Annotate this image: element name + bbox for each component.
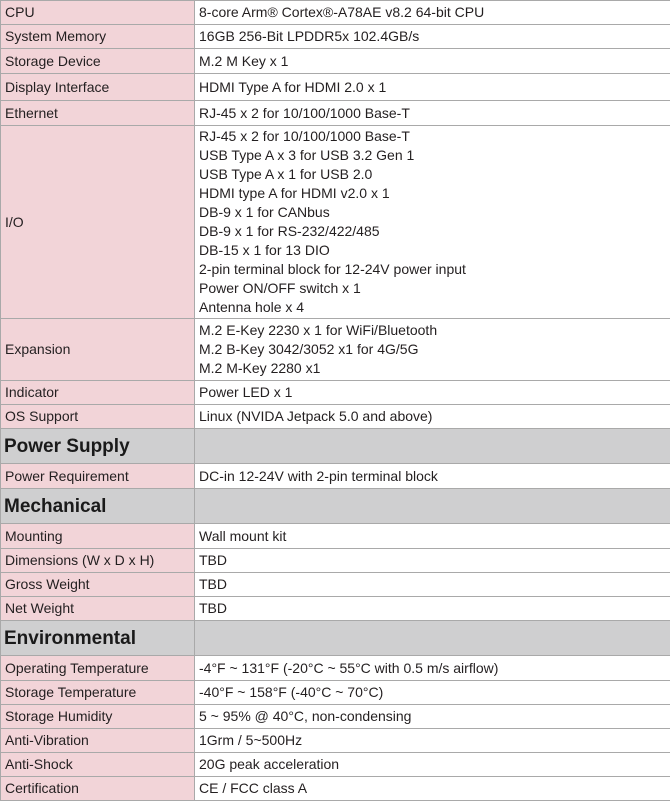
spec-label: Power Requirement (1, 464, 195, 489)
row-ethernet (1, 101, 670, 126)
spec-value: 20G peak acceleration (195, 753, 670, 777)
spec-value: 1Grm / 5~500Hz (195, 729, 670, 753)
spec-label: Storage Temperature (1, 681, 195, 705)
spec-value: TBD (195, 549, 670, 573)
spec-label: Display Interface (1, 74, 195, 101)
row-system-memory (1, 25, 670, 49)
section-environmental (1, 621, 670, 656)
spec-label: System Memory (1, 25, 195, 49)
list-item: Power ON/OFF switch x 1 (199, 279, 670, 298)
section-power-supply (1, 429, 670, 464)
list-item: DB-15 x 1 for 13 DIO (199, 241, 670, 260)
section-filler (195, 489, 670, 524)
spec-value: RJ-45 x 2 for 10/100/1000 Base-T (195, 101, 670, 126)
row-anti-vibration (1, 729, 670, 753)
spec-value: Power LED x 1 (195, 381, 670, 405)
list-item: HDMI type A for HDMI v2.0 x 1 (199, 184, 670, 203)
row-display-interface (1, 74, 670, 101)
list-item: M.2 M-Key 2280 x1 (199, 359, 670, 378)
spec-label: OS Support (1, 405, 195, 429)
spec-value: 16GB 256-Bit LPDDR5x 102.4GB/s (195, 25, 670, 49)
spec-label: Storage Device (1, 49, 195, 74)
spec-label: Dimensions (W x D x H) (1, 549, 195, 573)
spec-value: 8-core Arm® Cortex®-A78AE v8.2 64-bit CPU (195, 1, 670, 25)
list-item: RJ-45 x 2 for 10/100/1000 Base-T (199, 127, 670, 146)
section-filler (195, 621, 670, 656)
row-operating-temperature (1, 656, 670, 681)
row-storage-humidity (1, 705, 670, 729)
list-item: USB Type A x 3 for USB 3.2 Gen 1 (199, 146, 670, 165)
row-storage-temperature (1, 681, 670, 705)
spec-label: Operating Temperature (1, 656, 195, 681)
spec-label: Certification (1, 777, 195, 801)
section-title: Mechanical (1, 489, 195, 524)
row-cpu (1, 1, 670, 25)
list-item: M.2 E-Key 2230 x 1 for WiFi/Bluetooth (199, 321, 670, 340)
list-item: M.2 B-Key 3042/3052 x1 for 4G/5G (199, 340, 670, 359)
list-item: Antenna hole x 4 (199, 298, 670, 317)
section-title: Environmental (1, 621, 195, 656)
row-storage-device (1, 49, 670, 74)
spec-value: HDMI Type A for HDMI 2.0 x 1 (195, 74, 670, 101)
spec-label: Anti-Vibration (1, 729, 195, 753)
spec-value: TBD (195, 597, 670, 621)
row-os-support (1, 405, 670, 429)
spec-value: Linux (NVIDA Jetpack 5.0 and above) (195, 405, 670, 429)
row-power-requirement (1, 464, 670, 489)
spec-label: Storage Humidity (1, 705, 195, 729)
row-anti-shock (1, 753, 670, 777)
list-item: 2-pin terminal block for 12-24V power input (199, 260, 670, 279)
spec-label: Net Weight (1, 597, 195, 621)
spec-label: Mounting (1, 524, 195, 549)
spec-value: -40°F ~ 158°F (-40°C ~ 70°C) (195, 681, 670, 705)
row-gross-weight (1, 573, 670, 597)
section-filler (195, 429, 670, 464)
list-item: USB Type A x 1 for USB 2.0 (199, 165, 670, 184)
spec-label: I/O (1, 126, 195, 319)
spec-value: TBD (195, 573, 670, 597)
spec-value-list (195, 319, 670, 381)
spec-value: -4°F ~ 131°F (-20°C ~ 55°C with 0.5 m/s airflow) (195, 656, 670, 681)
list-item: DB-9 x 1 for CANbus (199, 203, 670, 222)
row-expansion (1, 319, 670, 381)
spec-label: Gross Weight (1, 573, 195, 597)
row-io (1, 126, 670, 319)
spec-value: 5 ~ 95% @ 40°C, non-condensing (195, 705, 670, 729)
row-net-weight (1, 597, 670, 621)
spec-value: M.2 M Key x 1 (195, 49, 670, 74)
list-item: DB-9 x 1 for RS-232/422/485 (199, 222, 670, 241)
spec-label: Ethernet (1, 101, 195, 126)
section-mechanical (1, 489, 670, 524)
spec-value: DC-in 12-24V with 2-pin terminal block (195, 464, 670, 489)
spec-label: Indicator (1, 381, 195, 405)
spec-value: CE / FCC class A (195, 777, 670, 801)
row-indicator (1, 381, 670, 405)
row-mounting (1, 524, 670, 549)
row-dimensions (1, 549, 670, 573)
row-certification (1, 777, 670, 801)
spec-label: Expansion (1, 319, 195, 381)
spec-value: Wall mount kit (195, 524, 670, 549)
spec-label: Anti-Shock (1, 753, 195, 777)
section-title: Power Supply (1, 429, 195, 464)
spec-value-list (195, 126, 670, 319)
spec-label: CPU (1, 1, 195, 25)
